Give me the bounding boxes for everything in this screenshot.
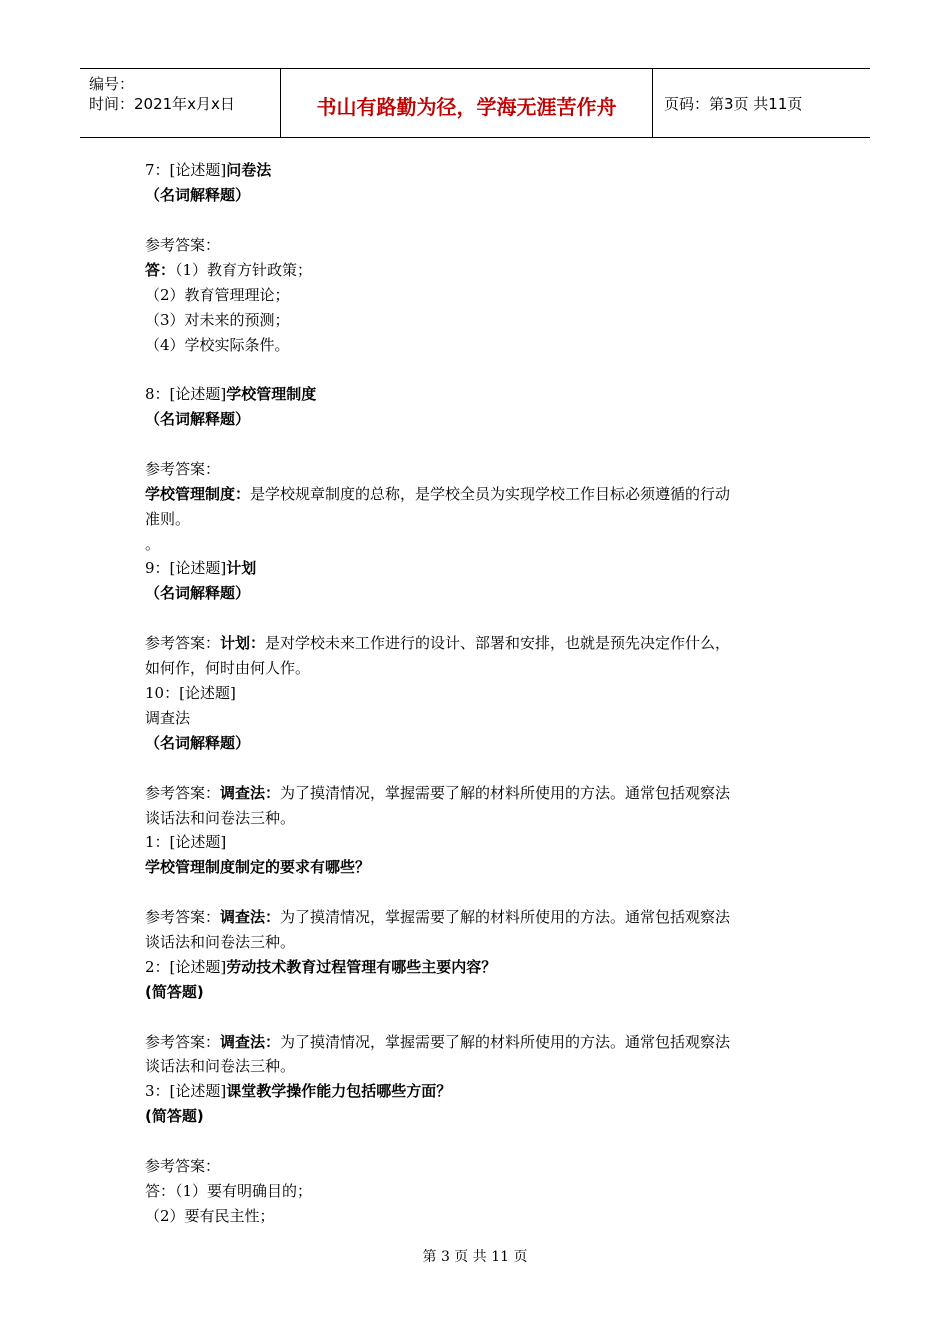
- bold-text: 课堂教学操作能力包括哪些方面？: [226, 1082, 452, 1100]
- text-line: [145, 335, 290, 355]
- text-run: 参考答案：: [145, 460, 221, 478]
- page-header: [80, 68, 870, 138]
- text-run: 如何作，何时由何人作。: [145, 659, 311, 677]
- bold-text: 劳动技术教育过程管理有哪些主要内容？: [226, 958, 497, 976]
- text-line: [145, 1081, 451, 1101]
- text-line: [145, 857, 370, 877]
- text-line: [145, 982, 204, 1002]
- bold-text: 答：: [145, 261, 176, 279]
- text-line: [145, 1106, 204, 1126]
- bold-text: 调查法：: [220, 908, 281, 926]
- text-line: [145, 484, 730, 504]
- document-number-label: 编号：: [89, 75, 135, 93]
- header-meta-cell: [80, 69, 281, 137]
- text-run: 7：[论述题]: [145, 161, 227, 179]
- text-run: 答：（1）要有明确目的；: [145, 1182, 313, 1200]
- bold-text: （名词解释题）: [145, 584, 251, 602]
- text-run: 准则。: [145, 510, 191, 528]
- text-run: （2）要有民主性；: [145, 1207, 275, 1225]
- text-run: 2：[论述题]: [145, 958, 227, 976]
- bold-text: (简答题): [145, 983, 204, 1001]
- text-line: [145, 1206, 275, 1226]
- text-line: [145, 733, 250, 753]
- text-run: 为了摸清情况，掌握需要了解的材料所使用的方法。通常包括观察法: [280, 784, 731, 802]
- bold-text: 调查法：: [220, 784, 281, 802]
- text-line: [145, 708, 190, 728]
- text-line: [145, 534, 160, 554]
- bold-text: 学校管理制度: [226, 385, 317, 403]
- text-run: 为了摸清情况，掌握需要了解的材料所使用的方法。通常包括观察法: [280, 908, 731, 926]
- bold-text: 学校管理制度制定的要求有哪些？: [145, 858, 371, 876]
- text-run: 参考答案：: [145, 1033, 221, 1051]
- text-run: 调查法: [145, 709, 191, 727]
- bold-text: 调查法：: [220, 1033, 281, 1051]
- text-run: 谈话法和问卷法三种。: [145, 1057, 296, 1075]
- text-run: 1：[论述题]: [145, 833, 227, 851]
- text-run: 参考答案：: [145, 908, 221, 926]
- document-time-label: 时间：2021年x月x日: [89, 95, 235, 113]
- text-line: [145, 310, 290, 330]
- text-run: 为了摸清情况，掌握需要了解的材料所使用的方法。通常包括观察法: [280, 1033, 731, 1051]
- text-line: [145, 1156, 220, 1176]
- text-run: 3：[论述题]: [145, 1082, 227, 1100]
- text-run: （1）教育方针政策；: [175, 261, 313, 279]
- text-run: （4）学校实际条件。: [145, 336, 290, 354]
- header-motto: 书山有路勤为径，学海无涯苦作舟: [281, 69, 653, 137]
- text-line: [145, 235, 220, 255]
- text-run: 10：[论述题]: [145, 684, 236, 702]
- text-line: [145, 932, 295, 952]
- text-run: （2）教育管理理论；: [145, 286, 290, 304]
- text-line: [145, 658, 310, 678]
- text-line: [145, 907, 730, 927]
- text-line: [145, 1032, 730, 1052]
- text-line: [145, 384, 316, 404]
- text-line: [145, 509, 190, 529]
- text-line: [145, 409, 250, 429]
- bold-text: (简答题): [145, 1107, 204, 1125]
- header-page-info: 页码：第3页 共11页: [664, 94, 803, 113]
- text-run: 。: [145, 535, 161, 553]
- text-line: [145, 285, 290, 305]
- text-run: 谈话法和问卷法三种。: [145, 933, 296, 951]
- page-footer: 第 3 页 共 11 页: [422, 1249, 528, 1265]
- bold-text: （名词解释题）: [145, 410, 251, 428]
- text-line: [145, 633, 730, 653]
- bold-text: （名词解释题）: [145, 186, 251, 204]
- text-line: [145, 957, 496, 977]
- text-run: 参考答案：: [145, 634, 221, 652]
- bold-text: （名词解释题）: [145, 734, 251, 752]
- text-line: [145, 1056, 295, 1076]
- bold-text: 计划: [226, 559, 257, 577]
- bold-text: 问卷法: [226, 161, 272, 179]
- text-run: 是对学校未来工作进行的设计、部署和安排，也就是预先决定作什么，: [265, 634, 731, 652]
- text-line: [145, 808, 295, 828]
- text-line: [145, 459, 220, 479]
- text-line: [145, 558, 256, 578]
- bold-text: 计划：: [220, 634, 266, 652]
- text-line: [145, 260, 312, 280]
- text-run: 谈话法和问卷法三种。: [145, 809, 296, 827]
- text-run: 参考答案：: [145, 236, 221, 254]
- text-run: 参考答案：: [145, 1157, 221, 1175]
- text-line: [145, 832, 226, 852]
- text-line: [145, 1181, 312, 1201]
- bold-text: 学校管理制度：: [145, 485, 251, 503]
- text-line: [145, 683, 236, 703]
- text-run: 9：[论述题]: [145, 559, 227, 577]
- text-line: [145, 160, 271, 180]
- text-run: 参考答案：: [145, 784, 221, 802]
- text-line: [145, 185, 250, 205]
- text-line: [145, 583, 250, 603]
- text-run: （3）对未来的预测；: [145, 311, 290, 329]
- text-line: [145, 783, 730, 803]
- text-run: 是学校规章制度的总称，是学校全员为实现学校工作目标必须遵循的行动: [250, 485, 731, 503]
- text-run: 8：[论述题]: [145, 385, 227, 403]
